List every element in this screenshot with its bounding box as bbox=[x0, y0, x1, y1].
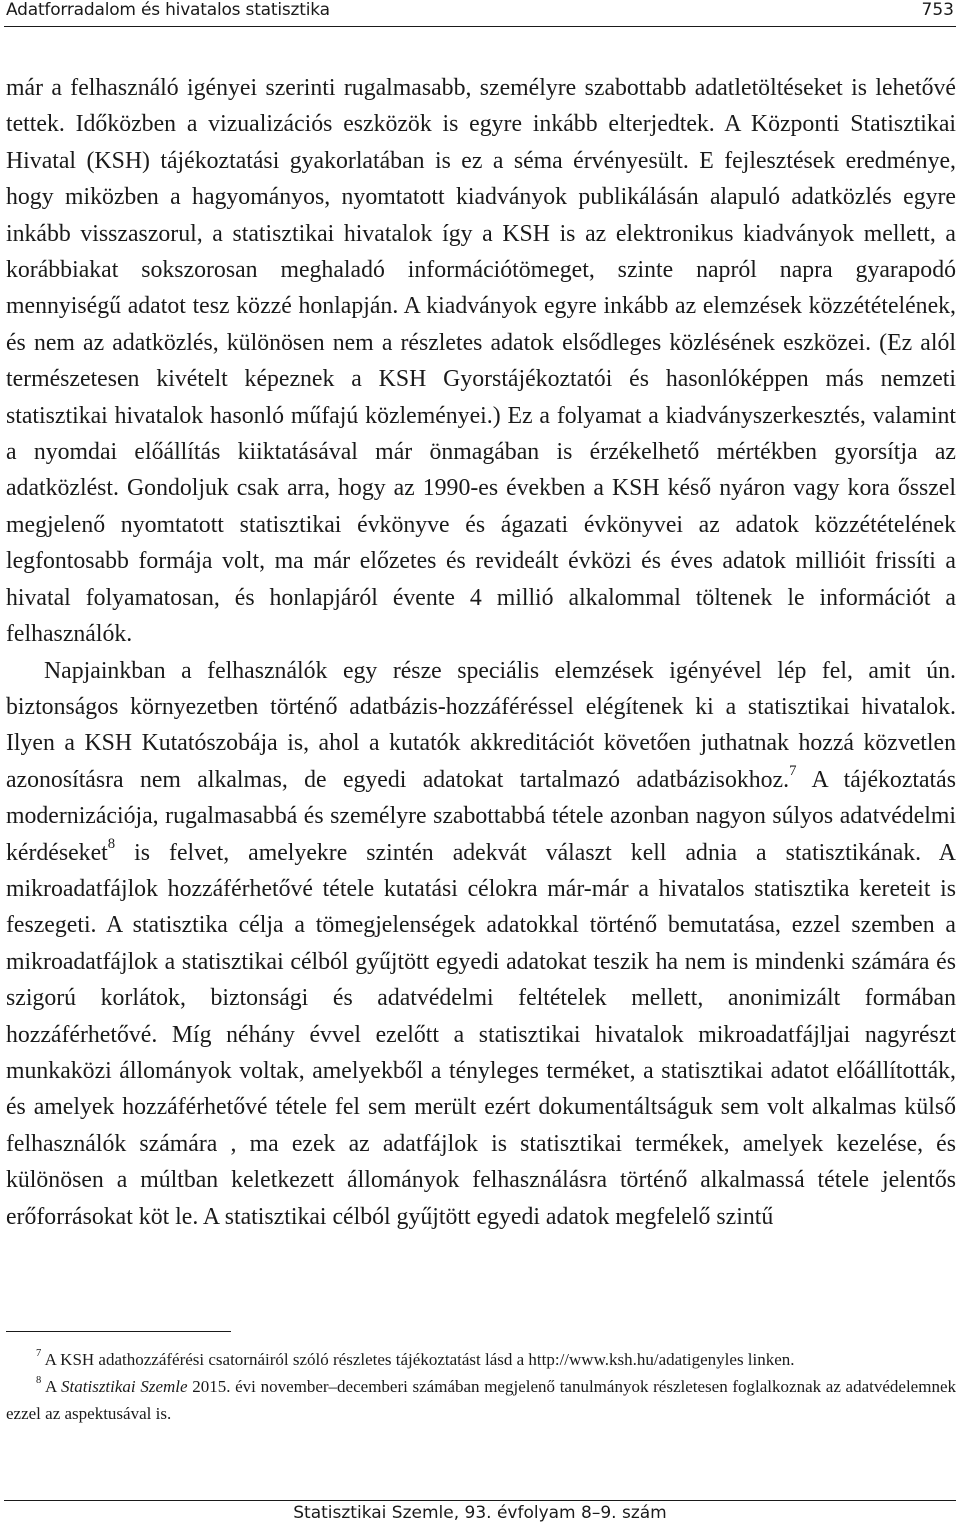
paragraph-2 bbox=[6, 653, 956, 1236]
footnote-ref-7[interactable]: 7 bbox=[789, 762, 797, 779]
paragraph-1 bbox=[6, 70, 956, 653]
footnote-ref-8[interactable]: 8 bbox=[107, 835, 116, 852]
footnote-8-marker: 8 bbox=[36, 1375, 42, 1387]
article-body bbox=[6, 70, 956, 1235]
paragraph-2-text-c: is felvet, amelyekre szintén adekvát választ kell adnia a statisztikának. A mikroadatfájlok hozzáférhetővé tétele kutatási célokra már-már a hivatalos statisztika kereteit is feszegeti. A statisztika célja a tömegjelenségek adatokkal történő bemutatása, ezzel szemben a mikroadatfájlok a statisztikai célból gyűjtött egyedi adatokat teszik ha nem is mindenki számára és szigorú korlátok, biztonsági és adatvédelmi feltételek mellett, anonimizált formában hozzáférhetővé. Míg néhány évvel ezelőtt a statisztikai hivatalok mikroadatfájljai nagyrészt munkaközi állományok voltak, amelyekből a tényleges terméket, a statisztikai adatot előállították, és amelyek hozzáférhetővé tétele fel sem merült ezért dokumentáltságuk sem volt alkalmas külső felhasználók számára , ma ezek az adatfájlok is statisztikai termékek, amelyek kezelése, és különösen a múltban keletkezett állományok felhasználásra történő alkalmassá tétele jelentős erőforrásokat köt le. A statisztikai célból gyűjtött egyedi adatok megfelelő szintű bbox=[6, 839, 956, 1230]
running-header-title: Adatforradalom és hivatalos statisztika bbox=[6, 0, 330, 20]
paragraph-2-text-b: A tájékoztatás modernizációja, rugalmasabbá és személyre szabottabbá tétele azonban nagyon súlyos adatvédelmi kérdéseket bbox=[6, 766, 956, 866]
page-number: 753 bbox=[921, 0, 954, 20]
journal-title: Statisztikai Szemle bbox=[61, 1377, 188, 1396]
paragraph-1-text: már a felhasználó igényei szerinti rugalmasabb, személyre szabottabb adatletöltéseket is lehetővé tettek. Időközben a vizualizációs eszközök is egyre inkább elterjedtek. A Központi Statisztikai Hivatal (KSH) tájékoztatási gyakorlatában is ez a séma érvényesült. E fejlesztések eredménye, hogy miközben a hagyományos, nyomtatott kiadványok publikálásán alapuló adatközlés egyre inkább visszaszorul, a statisztikai hivatalok így a KSH is az elektronikus kiadványok mellett, a korábbiakat sokszorosan meghaladó információtömeget, szinte napról napra gyarapodó mennyiségű adatot tesz közzé honlapján. A kiadványok egyre inkább az elemzések közzétételének, és nem az adatközlés, különösen nem a részletes adatok elsődleges közlésének eszközei. (Ez alól természetesen kivételt képeznek a KSH Gyorstájékoztatói és hasonlóképpen más nemzeti statisztikai hivatalok hasonló műfajú közleményei.) Ez a folyamat a kiadványszerkesztés, valamint a nyomdai előállítás kiiktatásával már önmagában is érzékelhető mértékben gyorsítja az adatközlést. Gondoljuk csak arra, hogy az 1990-es években a KSH késő nyáron vagy kora ősszel megjelenő nyomtatott statisztikai évkönyve és ágazati évkönyvei az adatok közzétételének legfontosabb formája volt, ma már előzetes és revideált évközi és éves adatok millióit frissíti a hivatal folyamatosan, és honlapjáról évente 4 millió alkalommal töltenek le információt a felhasználók. bbox=[6, 75, 956, 648]
footnote-8-text-post: 2015. évi november–decemberi számában megjelenő tanulmányok részletesen foglalkoznak az adatvédelemnek ezzel az aspektusával is. bbox=[6, 1377, 956, 1423]
footnote-8-text-pre: A bbox=[41, 1377, 62, 1396]
footnote-7-marker: 7 bbox=[36, 1348, 42, 1360]
footnotes bbox=[6, 1346, 956, 1427]
footnote-8 bbox=[6, 1373, 956, 1427]
running-header bbox=[0, 0, 960, 26]
header-divider bbox=[4, 26, 956, 27]
running-footer: Statisztikai Szemle, 93. évfolyam 8–9. szám bbox=[293, 1503, 667, 1523]
footnote-7-text: A KSH adathozzáférési csatornáiról szóló részletes tájékoztatást lásd a http://www.ksh.hu/adatigenyles linken. bbox=[41, 1350, 795, 1369]
footnote-7 bbox=[6, 1346, 956, 1373]
footnote-divider bbox=[6, 1331, 231, 1332]
footer-divider bbox=[4, 1500, 956, 1501]
paragraph-2-text-a: Napjainkban a felhasználók egy része speciális elemzések igényével lép fel, amit ún. biztonságos környezetben történő adatbázis-hozzáféréssel elégítenek ki a statisztikai hivatalok. Ilyen a KSH Kutatószobája is, ahol a kutatók akkreditációt követően juthatnak hozzá közvetlen azonosításra nem alkalmas, de egyedi adatokat tartalmazó adatbázisokhoz. bbox=[6, 657, 956, 793]
